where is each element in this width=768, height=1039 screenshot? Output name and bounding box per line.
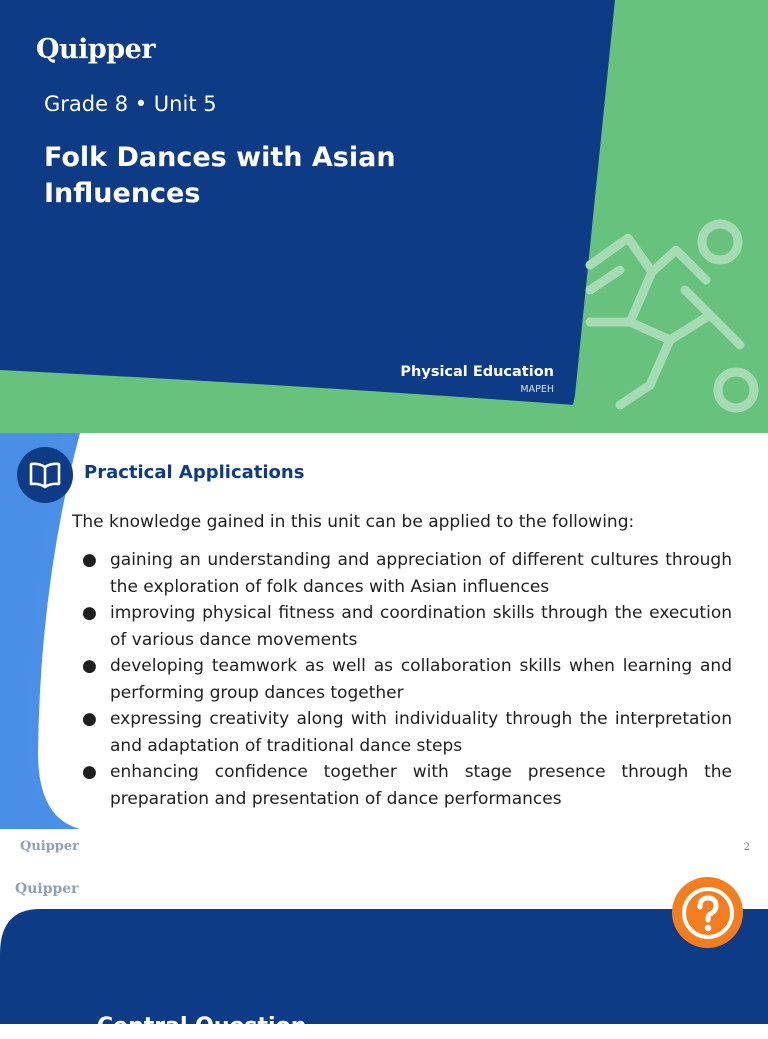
list-item-text: gaining an understanding and appreciation of different cultures through the exploration of folk dances with Asian influences [110, 550, 732, 597]
open-book-icon [17, 447, 73, 503]
bullet-dot: ● [82, 603, 97, 623]
list-item-text: enhancing confidence together with stage presence through the preparation and presentation of dance performances [110, 762, 732, 809]
applications-list [80, 547, 732, 812]
list-item [80, 759, 732, 812]
cover-title: Folk Dances with Asian Influences [44, 142, 396, 209]
footer-brand-logo: Quipper [20, 839, 80, 854]
intro-text: The knowledge gained in this unit can be applied to the following: [72, 512, 635, 532]
next-slide [0, 859, 768, 1039]
list-item-text: expressing creativity along with individuality through the interpretation and adaptation of traditional dance steps [110, 709, 732, 756]
list-item [80, 653, 732, 706]
question-mark-icon[interactable] [672, 877, 743, 948]
list-item-text: improving physical fitness and coordination skills through the execution of various dance movements [110, 603, 732, 650]
list-item [80, 547, 732, 600]
next-slide-background [0, 859, 768, 1024]
list-item-text: developing teamwork as well as collaboration skills when learning and performing group dances together [110, 656, 732, 703]
content-slide [0, 433, 768, 859]
subject-label: Physical Education [400, 364, 554, 380]
subject-sublabel: MAPEH [520, 384, 554, 395]
bullet-dot: ● [82, 656, 97, 676]
next-slide-title: Central Question [97, 1014, 307, 1039]
list-item [80, 706, 732, 759]
next-brand-logo: Quipper [15, 881, 79, 897]
page-number: 2 [743, 842, 750, 853]
dancer-icon [560, 210, 768, 420]
list-item [80, 600, 732, 653]
bullet-dot: ● [82, 709, 97, 729]
section-title: Practical Applications [84, 462, 305, 483]
bullet-dot: ● [82, 762, 97, 782]
brand-logo: Quipper [36, 34, 156, 65]
grade-unit-label: Grade 8 • Unit 5 [44, 92, 217, 116]
cover-slide [0, 0, 768, 433]
bullet-dot: ● [82, 550, 97, 570]
